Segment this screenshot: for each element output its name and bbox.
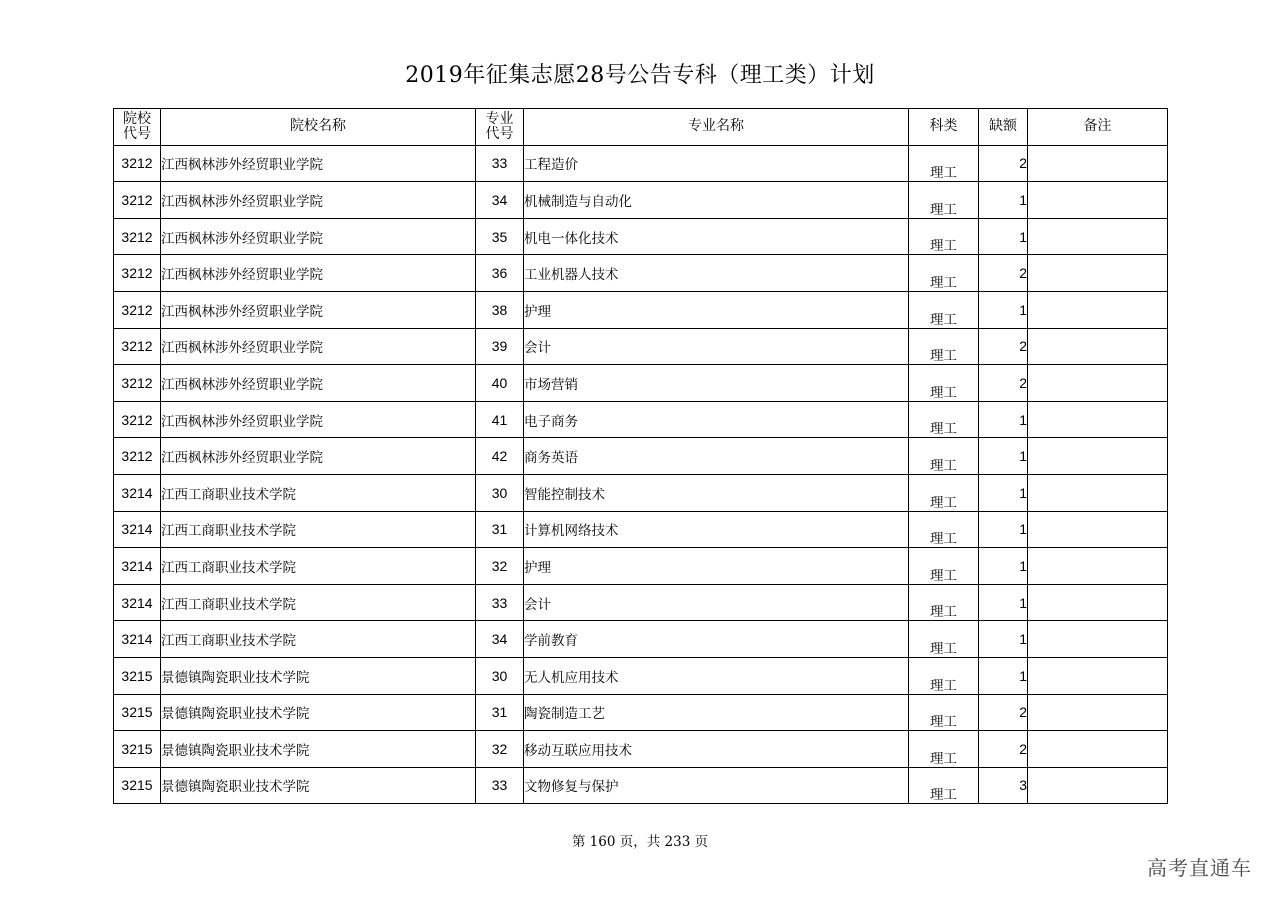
quota-cell: 2 <box>979 255 1028 292</box>
quota-cell: 3 <box>979 767 1028 804</box>
school-code-cell: 3212 <box>114 291 161 328</box>
table-row <box>114 511 1168 548</box>
table-row <box>114 365 1168 402</box>
school-name-cell: 景德镇陶瓷职业技术学院 <box>161 694 476 731</box>
header-category: 科类 <box>909 109 979 146</box>
school-code-cell: 3212 <box>114 365 161 402</box>
quota-cell: 2 <box>979 365 1028 402</box>
category-cell: 理工 <box>909 731 979 768</box>
remarks-cell <box>1028 291 1168 328</box>
quota-cell: 1 <box>979 438 1028 475</box>
quota-cell: 2 <box>979 328 1028 365</box>
school-code-cell: 3212 <box>114 328 161 365</box>
table-row <box>114 767 1168 804</box>
school-code-cell: 3215 <box>114 657 161 694</box>
school-name-cell: 江西枫林涉外经贸职业学院 <box>161 255 476 292</box>
category-cell: 理工 <box>909 218 979 255</box>
remarks-cell <box>1028 328 1168 365</box>
major-name-cell: 机械制造与自动化 <box>524 182 909 219</box>
header-school-code <box>114 109 161 146</box>
major-name-cell: 陶瓷制造工艺 <box>524 694 909 731</box>
page-title: 2019年征集志愿28号公告专科（理工类）计划 <box>405 63 875 88</box>
quota-cell: 1 <box>979 218 1028 255</box>
header-quota: 缺额 <box>979 109 1028 146</box>
remarks-cell <box>1028 621 1168 658</box>
remarks-cell <box>1028 401 1168 438</box>
school-name-cell: 江西枫林涉外经贸职业学院 <box>161 438 476 475</box>
major-name-cell: 电子商务 <box>524 401 909 438</box>
quota-cell: 1 <box>979 474 1028 511</box>
header-major-code-line1: 专业 <box>485 110 514 127</box>
school-name-cell: 江西工商职业技术学院 <box>161 584 476 621</box>
remarks-cell <box>1028 255 1168 292</box>
header-major-code-line2: 代号 <box>485 125 514 142</box>
school-name-cell: 江西枫林涉外经贸职业学院 <box>161 145 476 182</box>
remarks-cell <box>1028 218 1168 255</box>
remarks-cell <box>1028 511 1168 548</box>
school-name-cell: 江西枫林涉外经贸职业学院 <box>161 328 476 365</box>
watermark: 高考直通车 <box>1147 856 1252 880</box>
table-row <box>114 694 1168 731</box>
category-cell: 理工 <box>909 657 979 694</box>
major-code-cell: 34 <box>476 182 524 219</box>
header-remarks: 备注 <box>1028 109 1168 146</box>
major-name-cell: 无人机应用技术 <box>524 657 909 694</box>
school-name-cell: 江西枫林涉外经贸职业学院 <box>161 365 476 402</box>
admission-plan-table <box>113 108 1168 804</box>
school-name-cell: 景德镇陶瓷职业技术学院 <box>161 657 476 694</box>
table-row <box>114 145 1168 182</box>
quota-cell: 1 <box>979 511 1028 548</box>
page-footer: 第 160 页，共 233 页 <box>571 834 709 850</box>
school-name-cell: 江西工商职业技术学院 <box>161 474 476 511</box>
school-code-cell: 3212 <box>114 145 161 182</box>
remarks-cell <box>1028 145 1168 182</box>
major-name-cell: 商务英语 <box>524 438 909 475</box>
category-cell: 理工 <box>909 401 979 438</box>
table-row <box>114 548 1168 585</box>
remarks-cell <box>1028 365 1168 402</box>
major-code-cell: 32 <box>476 548 524 585</box>
quota-cell: 2 <box>979 145 1028 182</box>
table-row <box>114 182 1168 219</box>
school-name-cell: 江西工商职业技术学院 <box>161 511 476 548</box>
header-school-code-line2: 代号 <box>123 125 151 142</box>
school-code-cell: 3212 <box>114 401 161 438</box>
school-code-cell: 3214 <box>114 474 161 511</box>
major-name-cell: 工程造价 <box>524 145 909 182</box>
category-cell: 理工 <box>909 621 979 658</box>
category-cell: 理工 <box>909 328 979 365</box>
major-name-cell: 市场营销 <box>524 365 909 402</box>
major-name-cell: 智能控制技术 <box>524 474 909 511</box>
category-cell: 理工 <box>909 548 979 585</box>
header-major-name: 专业名称 <box>524 109 909 146</box>
major-code-cell: 35 <box>476 218 524 255</box>
table-row <box>114 255 1168 292</box>
quota-cell: 2 <box>979 731 1028 768</box>
major-name-cell: 工业机器人技术 <box>524 255 909 292</box>
category-cell: 理工 <box>909 145 979 182</box>
table-row <box>114 731 1168 768</box>
school-code-cell: 3214 <box>114 621 161 658</box>
table-row <box>114 621 1168 658</box>
major-code-cell: 30 <box>476 474 524 511</box>
remarks-cell <box>1028 474 1168 511</box>
major-name-cell: 移动互联应用技术 <box>524 731 909 768</box>
school-name-cell: 江西工商职业技术学院 <box>161 548 476 585</box>
school-code-cell: 3212 <box>114 182 161 219</box>
major-code-cell: 39 <box>476 328 524 365</box>
category-cell: 理工 <box>909 438 979 475</box>
category-cell: 理工 <box>909 584 979 621</box>
category-cell: 理工 <box>909 694 979 731</box>
major-name-cell: 会计 <box>524 584 909 621</box>
quota-cell: 1 <box>979 621 1028 658</box>
school-code-cell: 3215 <box>114 767 161 804</box>
quota-cell: 1 <box>979 291 1028 328</box>
category-cell: 理工 <box>909 474 979 511</box>
table-row <box>114 474 1168 511</box>
major-code-cell: 33 <box>476 584 524 621</box>
remarks-cell <box>1028 438 1168 475</box>
major-code-cell: 42 <box>476 438 524 475</box>
remarks-cell <box>1028 657 1168 694</box>
table-row <box>114 328 1168 365</box>
school-name-cell: 江西工商职业技术学院 <box>161 621 476 658</box>
school-name-cell: 江西枫林涉外经贸职业学院 <box>161 401 476 438</box>
table-row <box>114 438 1168 475</box>
remarks-cell <box>1028 694 1168 731</box>
major-name-cell: 机电一体化技术 <box>524 218 909 255</box>
quota-cell: 1 <box>979 584 1028 621</box>
school-name-cell: 江西枫林涉外经贸职业学院 <box>161 182 476 219</box>
major-code-cell: 33 <box>476 767 524 804</box>
header-row <box>114 109 1168 146</box>
table-row <box>114 657 1168 694</box>
major-code-cell: 33 <box>476 145 524 182</box>
quota-cell: 1 <box>979 548 1028 585</box>
school-code-cell: 3214 <box>114 511 161 548</box>
school-code-cell: 3214 <box>114 584 161 621</box>
category-cell: 理工 <box>909 767 979 804</box>
table-row <box>114 401 1168 438</box>
school-name-cell: 江西枫林涉外经贸职业学院 <box>161 291 476 328</box>
quota-cell: 1 <box>979 657 1028 694</box>
school-code-cell: 3214 <box>114 548 161 585</box>
category-cell: 理工 <box>909 365 979 402</box>
major-name-cell: 学前教育 <box>524 621 909 658</box>
school-name-cell: 江西枫林涉外经贸职业学院 <box>161 218 476 255</box>
school-code-cell: 3215 <box>114 731 161 768</box>
major-code-cell: 41 <box>476 401 524 438</box>
major-code-cell: 31 <box>476 694 524 731</box>
header-school-name: 院校名称 <box>161 109 476 146</box>
school-code-cell: 3212 <box>114 218 161 255</box>
school-code-cell: 3215 <box>114 694 161 731</box>
school-code-cell: 3212 <box>114 438 161 475</box>
table-row <box>114 291 1168 328</box>
category-cell: 理工 <box>909 255 979 292</box>
major-name-cell: 会计 <box>524 328 909 365</box>
major-name-cell: 护理 <box>524 548 909 585</box>
major-code-cell: 36 <box>476 255 524 292</box>
category-cell: 理工 <box>909 511 979 548</box>
quota-cell: 2 <box>979 694 1028 731</box>
table-header <box>114 109 1168 146</box>
major-code-cell: 31 <box>476 511 524 548</box>
school-name-cell: 景德镇陶瓷职业技术学院 <box>161 767 476 804</box>
quota-cell: 1 <box>979 401 1028 438</box>
remarks-cell <box>1028 767 1168 804</box>
school-code-cell: 3212 <box>114 255 161 292</box>
table-row <box>114 218 1168 255</box>
category-cell: 理工 <box>909 291 979 328</box>
remarks-cell <box>1028 182 1168 219</box>
quota-cell: 1 <box>979 182 1028 219</box>
school-name-cell: 景德镇陶瓷职业技术学院 <box>161 731 476 768</box>
header-major-code <box>476 109 524 146</box>
remarks-cell <box>1028 548 1168 585</box>
major-code-cell: 34 <box>476 621 524 658</box>
table-body <box>114 145 1168 804</box>
remarks-cell <box>1028 731 1168 768</box>
table-row <box>114 584 1168 621</box>
major-name-cell: 计算机网络技术 <box>524 511 909 548</box>
major-code-cell: 32 <box>476 731 524 768</box>
category-cell: 理工 <box>909 182 979 219</box>
major-code-cell: 38 <box>476 291 524 328</box>
major-code-cell: 40 <box>476 365 524 402</box>
header-school-code-line1: 院校 <box>123 110 151 127</box>
remarks-cell <box>1028 584 1168 621</box>
major-code-cell: 30 <box>476 657 524 694</box>
major-name-cell: 护理 <box>524 291 909 328</box>
major-name-cell: 文物修复与保护 <box>524 767 909 804</box>
